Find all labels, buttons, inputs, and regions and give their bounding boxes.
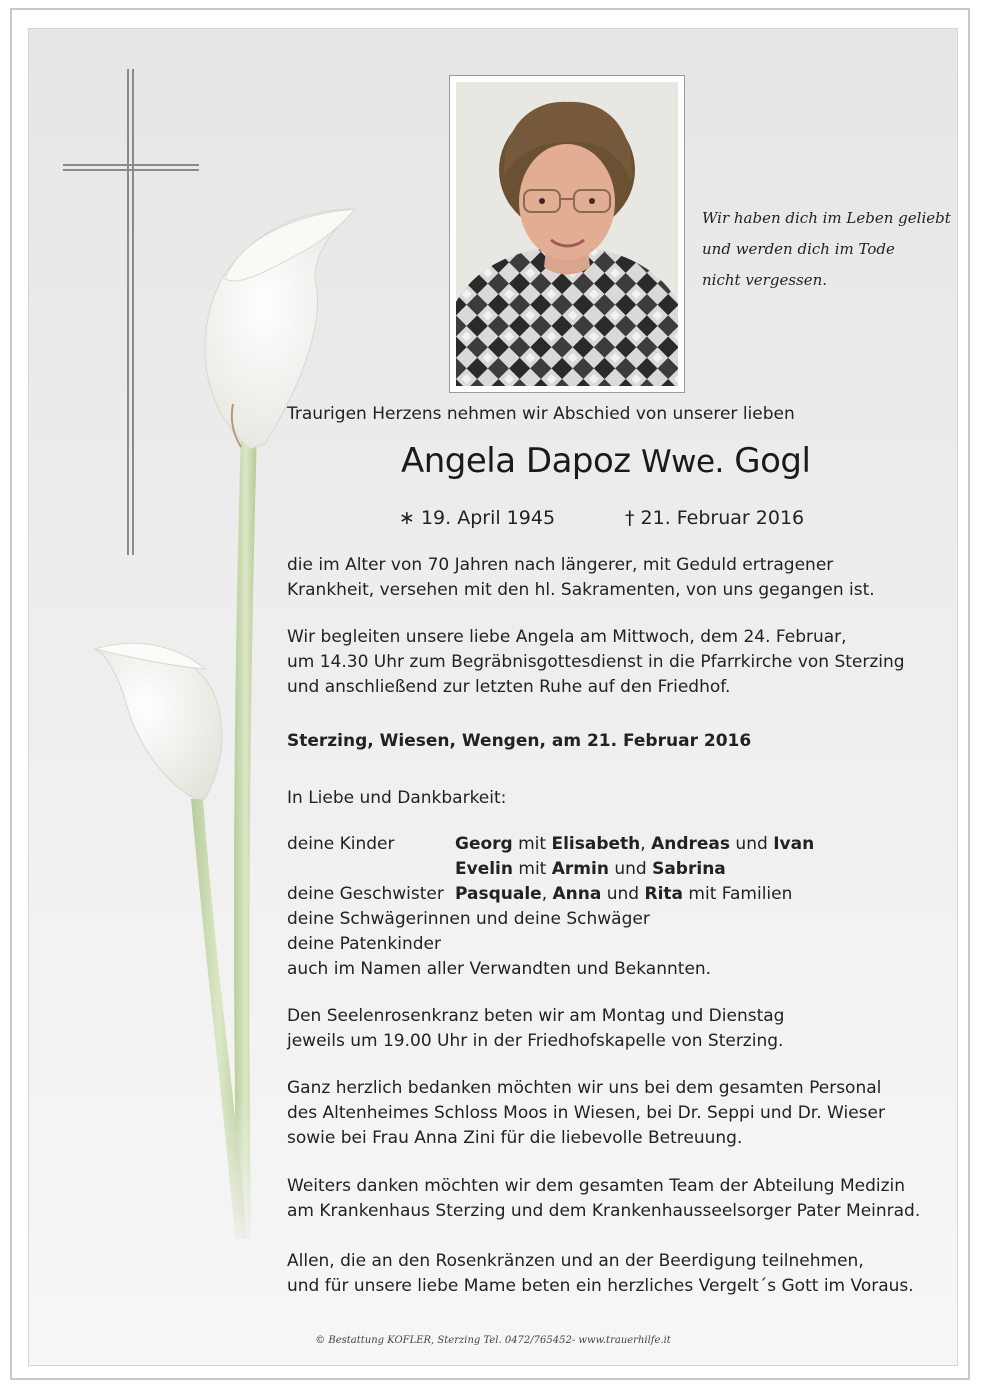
portrait-photo [449,75,685,393]
paragraph-line: und für unsere liebe Mame beten ein herzliches Vergelt´s Gott im Voraus. [287,1276,914,1296]
family-siblings-row [287,884,792,904]
paragraph-thanks-staff [287,1076,885,1151]
intro-text: Traurigen Herzens nehmen wir Abschied von unserer lieben [287,404,795,424]
family-name: Evelin [455,859,513,879]
greeting: In Liebe und Dankbarkeit: [287,788,507,808]
funeral-home-footer: © Bestattung KOFLER, Sterzing Tel. 0472/765452- www.trauerhilfe.it [315,1335,671,1346]
family-connector: mit [512,859,552,879]
paragraph-line: sowie bei Frau Anna Zini für die liebevolle Betreuung. [287,1128,743,1148]
siblings-label: deine Geschwister [287,884,444,904]
paragraph-line: und anschließend zur letzten Ruhe auf den Friedhof. [287,677,731,697]
family-connector: , [541,884,553,904]
paragraph-line: des Altenheimes Schloss Moos in Wiesen, bei Dr. Seppi und Dr. Wieser [287,1103,885,1123]
family-in-laws: deine Schwägerinnen und deine Schwäger [287,909,650,929]
family-relatives: auch im Namen aller Verwandten und Bekannten. [287,959,712,979]
place-date: Sterzing, Wiesen, Wengen, am 21. Februar 2016 [287,731,752,751]
paragraph-line: Wir begleiten unsere liebe Angela am Mittwoch, dem 24. Februar, [287,627,847,647]
family-children-row [287,834,814,854]
paragraph-line: am Krankenhaus Sterzing und dem Krankenhausseelsorger Pater Meinrad. [287,1201,921,1221]
paragraph-rosary [287,1004,784,1054]
paragraph-thanks-hospital [287,1174,920,1224]
family-godchildren: deine Patenkinder [287,934,441,954]
family-connector: mit Familien [683,884,793,904]
memorial-quote [702,203,952,296]
paragraph-illness [287,553,875,603]
paragraph-line: Ganz herzlich bedanken möchten wir uns bei dem gesamten Personal [287,1078,882,1098]
family-name: Georg [455,834,513,854]
family-name: Pasquale [455,884,542,904]
family-name: Armin [551,859,609,879]
quote-line-1: Wir haben dich im Leben geliebt [702,209,951,227]
paragraph-line: die im Alter von 70 Jahren nach längerer, mit Geduld ertragener [287,555,834,575]
death-date: † 21. Februar 2016 [625,507,805,529]
family-connector: und [601,884,645,904]
paragraph-funeral [287,625,905,700]
deceased-married-name: Gogl [734,441,811,481]
family-connector: , [640,834,652,854]
family-name: Rita [644,884,684,904]
children-label: deine Kinder [287,834,395,854]
quote-line-3: nicht vergessen. [702,271,828,289]
family-connector: mit [512,834,552,854]
family-connector: und [730,834,774,854]
paragraph-line: Allen, die an den Rosenkränzen und an der Beerdigung teilnehmen, [287,1251,864,1271]
paragraph-line: Den Seelenrosenkranz beten wir am Montag und Dienstag [287,1006,785,1026]
deceased-first-last: Angela Dapoz [401,441,631,481]
paragraph-line: um 14.30 Uhr zum Begräbnisgottesdienst in die Pfarrkirche von Sterzing [287,652,905,672]
family-children-row-2 [287,859,726,879]
family-name: Andreas [651,834,731,854]
paragraph-line: Weiters danken möchten wir dem gesamten Team der Abteilung Medizin [287,1176,906,1196]
family-connector: und [608,859,653,879]
portrait-image [456,82,678,386]
family-name: Elisabeth [551,834,641,854]
family-name: Sabrina [652,859,726,879]
widow-marker: Wwe. [640,444,724,480]
birth-date: ∗ 19. April 1945 [399,507,556,529]
obituary-card [28,28,958,1366]
family-name: Ivan [773,834,815,854]
paragraph-line: Krankheit, versehen mit den hl. Sakramenten, von uns gegangen ist. [287,580,875,600]
deceased-name [401,441,810,481]
quote-line-2: und werden dich im Tode [702,240,895,258]
family-name: Anna [552,884,602,904]
paragraph-closing [287,1249,914,1299]
paragraph-line: jeweils um 19.00 Uhr in der Friedhofskapelle von Sterzing. [287,1031,784,1051]
